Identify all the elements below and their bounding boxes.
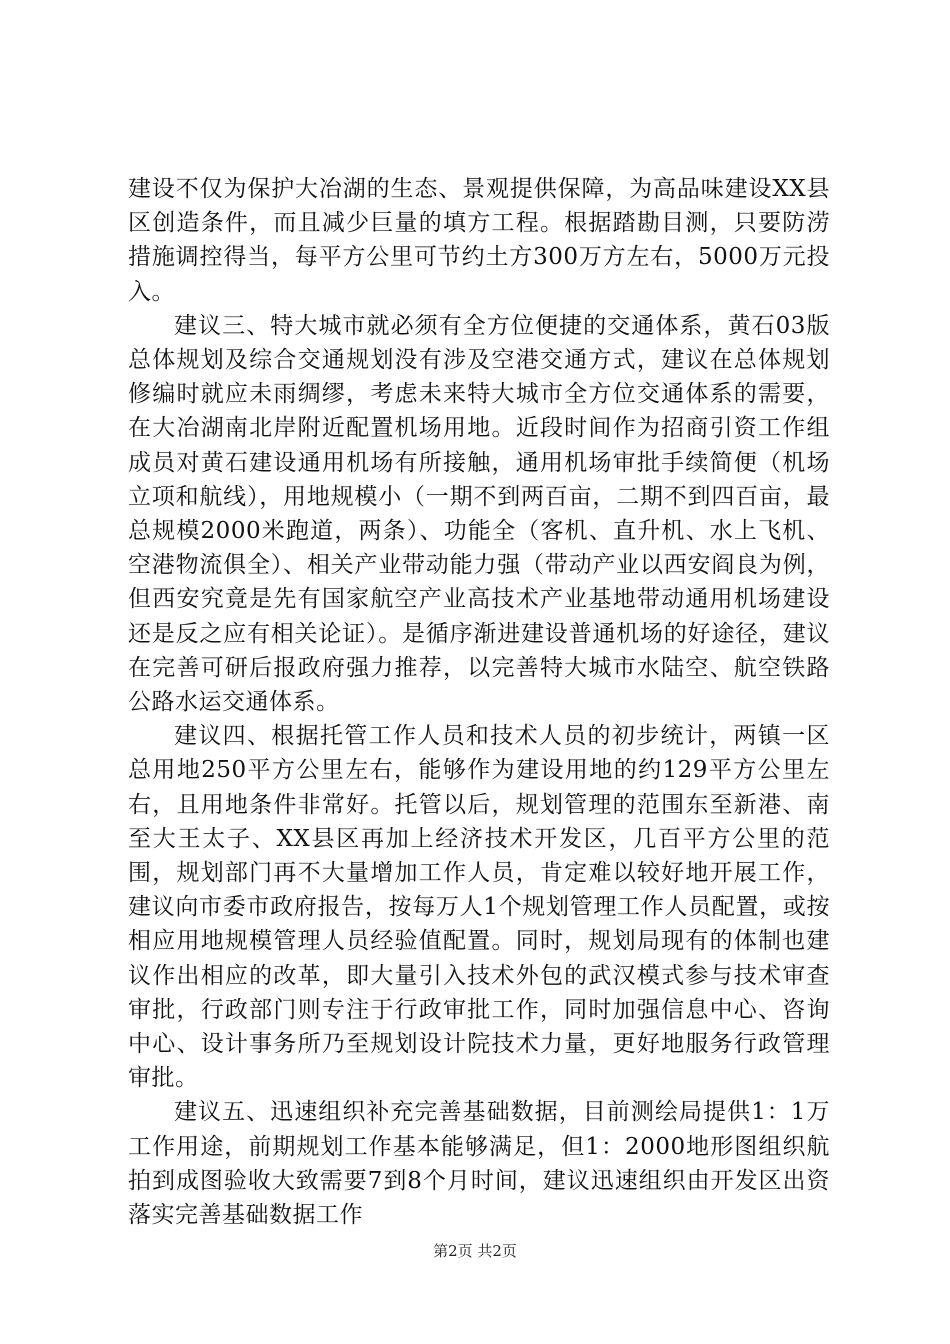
page-footer: 第2页 共2页: [433, 1242, 517, 1260]
paragraph-suggestion-four: 建议四、根据托管工作人员和技术人员的初步统计，两镇一区总用地250平方公里左右，能够作为建设用地的约129平方公里左右，且用地条件非常好。托管以后，规划管理的范围东至新港、南至大王太子、XX县区再加上经济技术开发区，几百平方公里的范围，规划部门再不大量增加工作人员，肯定难以较好地开展工作，建议向市委市政府报告，按每万人1个规划管理工作人员配置，或按相应用地规模管理人员经验值配置。同时，规划局现有的体制也建议作出相应的改革，即大量引入技术外包的武汉模式参与技术审查审批，行政部门则专注于行政审批工作，同时加强信息中心、咨询中心、设计事务所乃至规划设计院技术力量，更好地服务行政管理审批。: [128, 723, 830, 1092]
document-body: [128, 172, 830, 1232]
paragraph-suggestion-three: 建议三、特大城市就必须有全方位便捷的交通体系，黄石03版总体规划及综合交通规划没有涉及空港交通方式，建议在总体规划修编时就应未雨绸缪，考虑未来特大城市全方位交通体系的需要，在大冶湖南北岸附近配置机场用地。近段时间作为招商引资工作组成员对黄石建设通用机场有所接触，通用机场审批手续简便（机场立项和航线），用地规模小（一期不到两百亩，二期不到四百亩，最总规模2000米跑道，两条）、功能全（客机、直升机、水上飞机、空港物流俱全）、相关产业带动能力强（带动产业以西安阎良为例，但西安究竟是先有国家航空产业高技术产业基地带动通用机场建设还是反之应有相关论证）。是循序渐进建设普通机场的好途径，建议在完善可研后报政府强力推荐，以完善特大城市水陆空、航空铁路公路水运交通体系。: [128, 312, 830, 716]
paragraph-continuation: 建设不仅为保护大冶湖的生态、景观提供保障，为高品味建设XX县区创造条件，而且减少巨量的填方工程。根据踏勘目测，只要防涝措施调控得当，每平方公里可节约土方300万方左右，5000万元投入。: [128, 176, 830, 305]
paragraph-suggestion-five: 建议五、迅速组织补充完善基础数据，目前测绘局提供1：1万工作用途，前期规划工作基本能够满足，但1：2000地形图组织航拍到成图验收大致需要7到8个月时间，建议迅速组织由开发区出资落实完善基础数据工作: [128, 1099, 830, 1229]
